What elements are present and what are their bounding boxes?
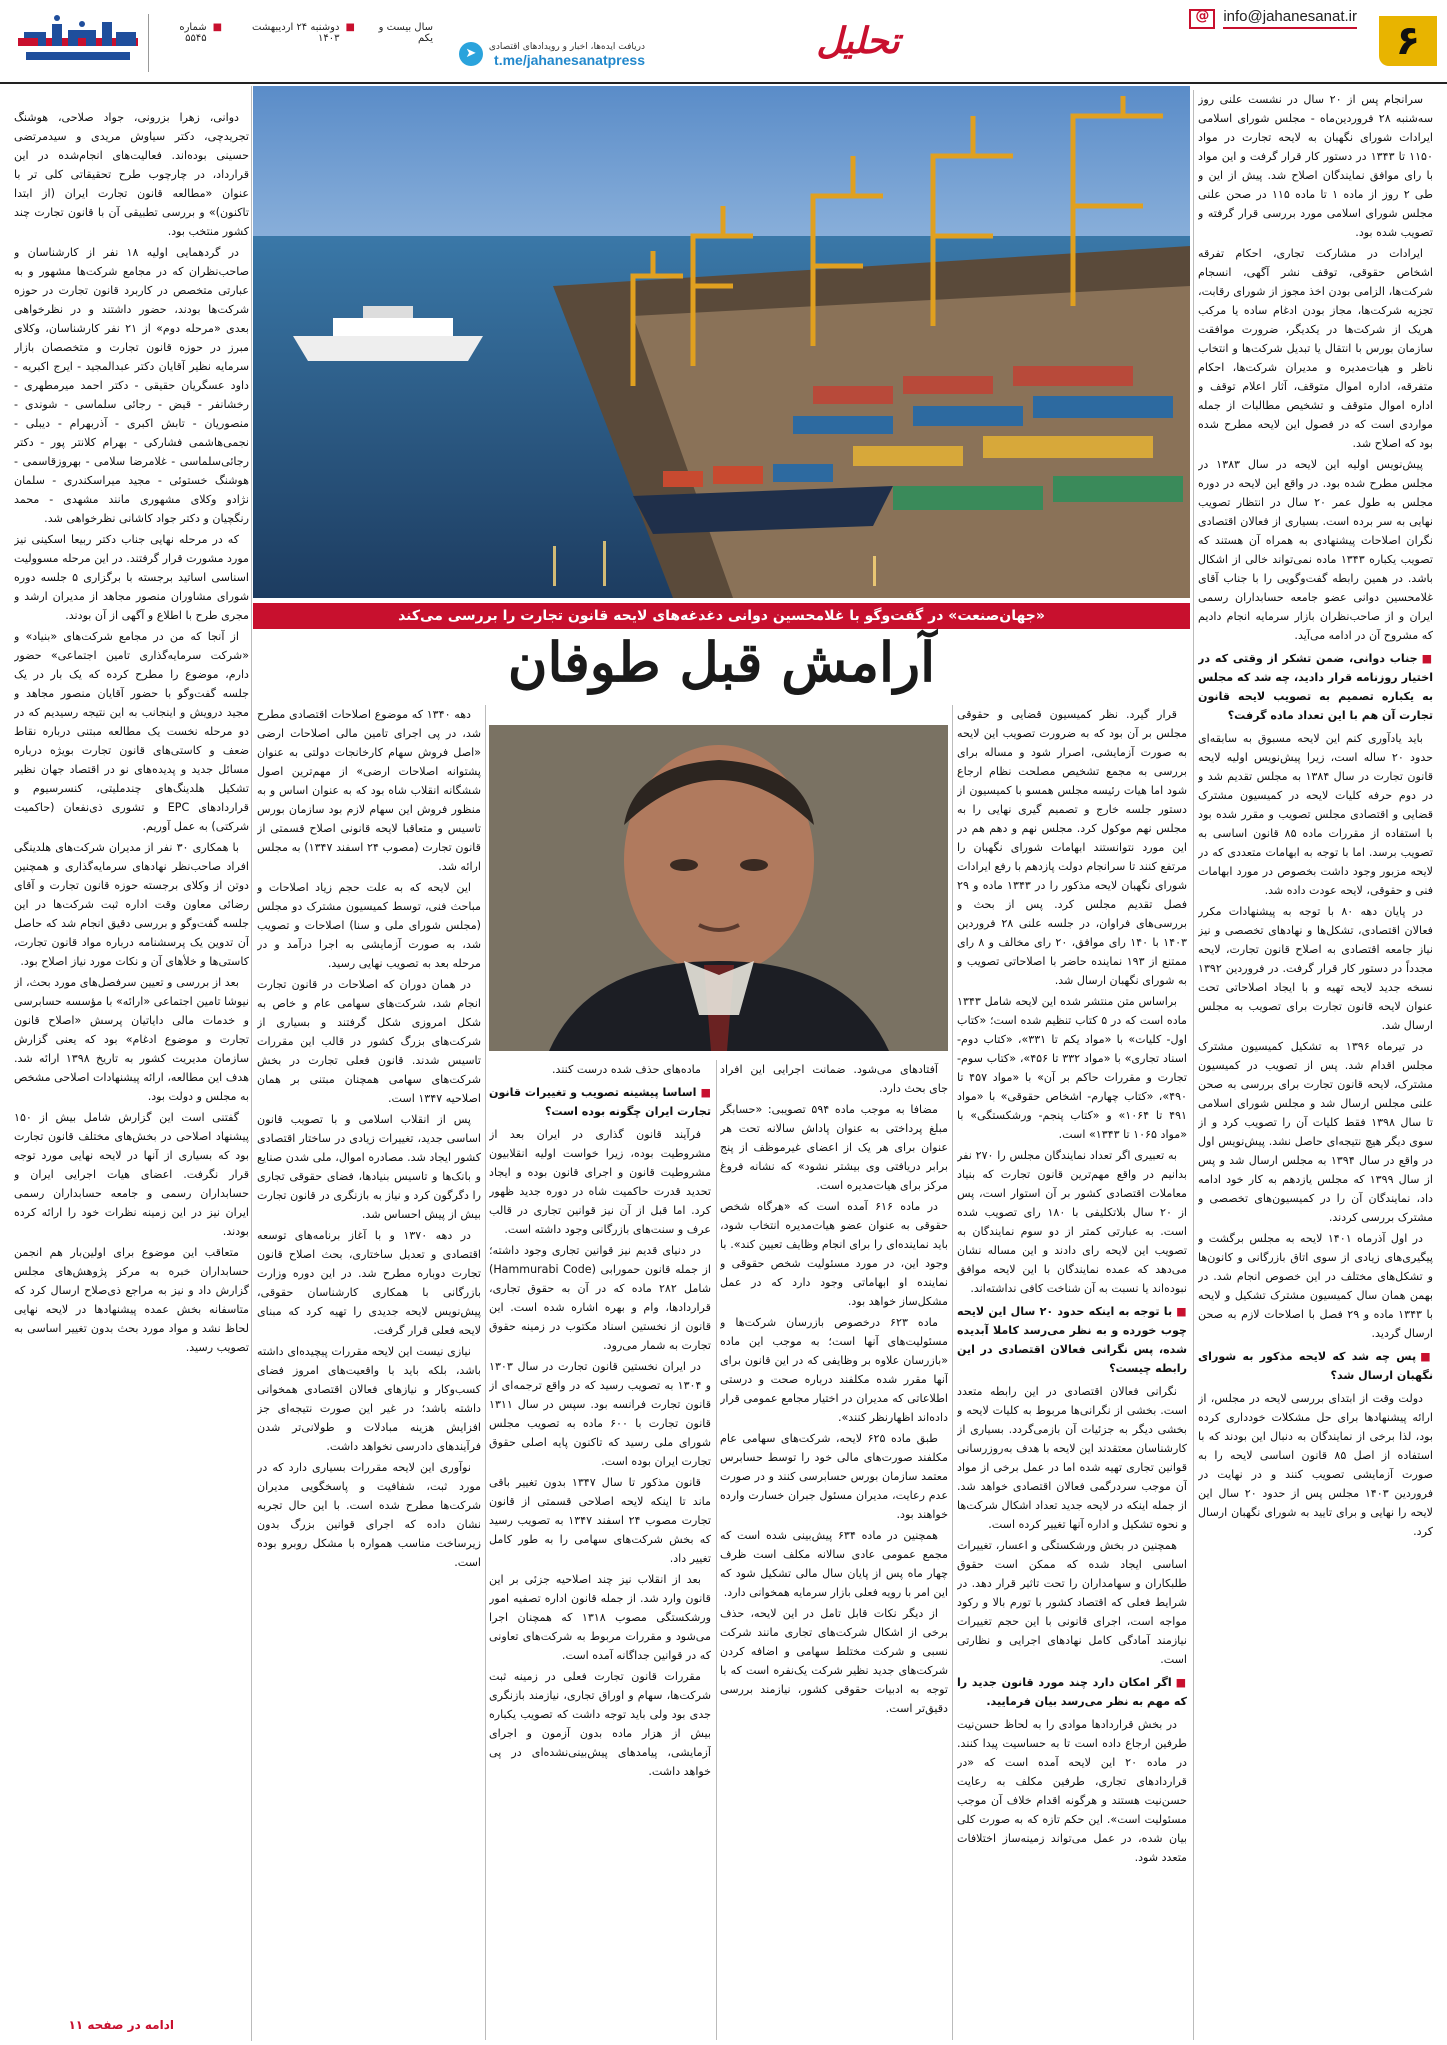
paragraph: با همکاری ۳۰ نفر از مدیران شرکت‌های هلدینگی افراد صاحب‌نظر نهادهای سرمایه‌گذاری و همچنین دوتن از وکلای برجسته حوزه قانون تجارت و آقای رضائی معاون وقت اداره ثبت شرکت‌ها در این جلسه گفت‌وگو و بررسی دقیق انجام شد که حاصل آن تدوین یک پرسشنامه درباره مواد قانون تجارت، کاستی‌ها و خلأهای آن و نکات مورد نیاز اصلاح بود.: [14, 841, 249, 968]
paragraph: فرآیند قانون گذاری در ایران بعد از مشروطیت بوده، زیرا خواست اولیه انقلابیون مشروطیت قانون و اجرای قانون بوده و ایجاد تحدید قدرت حاکمیت شاه در دوره جدید ظهور کرد. اما قبل از آن نیز قوانین تجاری در قالب عرف و سنت‌های بازرگانی وجود داشته است.: [489, 1128, 711, 1236]
dateline: سال بیست و یکم ■ دوشنبه ۲۴ اردیبهشت ۱۴۰۳ ■ شماره ۵۵۴۵: [155, 22, 433, 44]
page-header: [0, 0, 1447, 84]
continued-notice[interactable]: ادامه در صفحه ۱۱: [68, 2018, 174, 2032]
paragraph: در ماده ۶۱۶ آمده است که «هرگاه شخص حقوقی به عنوان عضو هیات‌مدیره انتخاب شود، باید نماینده‌ای را برای انجام وظایف تعیین کند». با وجود این، در مورد مسئولیت شخص حقوقی و نماینده او ابهاماتی وجود دارد که در عمل مشکل‌ساز خواهد بود.: [720, 1200, 948, 1308]
paragraph: متعاقب این موضوع برای اولین‌بار هم انجمن حسابداران خبره به مرکز پژوهش‌های مجلس گزارش داد و نیز به مراجع ذی‌صلاح ارسال کرد که متاسفانه بخش عمده پیشنهادها در لایحه نهایی لحاظ نشد و مواد مورد بحث بدون تغییر اساسی به تصویب رسید.: [14, 1246, 249, 1354]
interview-question: ■با توجه به اینکه حدود ۲۰ سال این لایحه چوب خورده و به نظر می‌رسد کاملا آبدیده شده، پس نگرانی فعالان اقتصادی در این رابطه چیست؟: [957, 1305, 1187, 1375]
paragraph: پیش‌نویس اولیه این لایحه در سال ۱۳۸۳ در مجلس مطرح شده بود. در واقع این لایحه در دوره مجلس به طول عمر ۲۰ سال در انتظار تصویب نهایی به سر برده است. بسیاری از فعالان اقتصادی نگران اصلاحات پیشنهادی به همراه آن هستند که تصویب یکباره ۱۳۴۳ ماده نمی‌تواند خالی از اشکال باشد. در همین رابطه گفت‌وگویی را با جناب آقای غلامحسین دوانی عضو جامعه حسابداران رسمی ایران و از صاحب‌نظران بازار سرمایه انجام دادیم که مشروح آن در ادامه می‌آید.: [1198, 458, 1433, 642]
paragraph: از آنجا که من در مجامع شرکت‌های «بنیاد» و «شرکت سرمایه‌گذاری تامین اجتماعی» حضور دارم، موضوع را مطرح کرده که یک بار در یک جلسه گفت‌وگو با حضور آقایان منصور مجاهد و مجید درویش و اینجانب به این نتیجه رسیدیم که در دو مرحله نخست یک مطالعه مبتنی درباره نقاط ضعف و کاستی‌های قانون تجارت بویژه درباره مسائل جدید و پدیده‌های نو در اقتصاد جهان نظیر تشکیل هلدینگ‌های چندملیتی، کنسرسیوم و قراردادهای EPC و تشوری ذی‌نفعان (حاکمیت شرکتی) به عمل آوریم.: [14, 630, 249, 833]
paragraph: بعد از انقلاب نیز چند اصلاحیه جزئی بر این قانون وارد شد. از جمله قانون اداره تصفیه امور ورشکستگی مصوب ۱۳۱۸ که همچنان اجرا می‌شود و مقررات مربوط به شرکت‌های تعاونی که در قوانین جداگانه آمده است.: [489, 1573, 711, 1662]
column-left: [14, 108, 249, 2003]
paragraph: دوانی، زهرا بزرونی، جواد صلاحی، هوشنگ تجریدچی، دکتر سیاوش مریدی و سیدمرتضی حسینی بوده‌اند. فعالیت‌های انجام‌شده در این قرارداد، در چارچوب طرح تحقیقاتی کلی تر با عنوان «مطالعه قانون تجارت ایران (از ابتدا تاکنون)» و بررسی تطبیقی آن با قانون تجارت چند کشور منتخب بود.: [14, 111, 249, 238]
paragraph: سرانجام پس از ۲۰ سال در نشست علنی روز سه‌شنبه ۲۸ فروردین‌ماه - مجلس شورای اسلامی ایرادات شورای نگهبان به لایحه تجارت در مواد ۱۱۵۰ تا ۱۳۴۳ در دستور کار قرار گرفت و این مواد با رای موافق نمایندگان اصلاح شد. پیش از این و طی ۲ روز از ماده ۱ تا ماده ۱۱۵ در صحن علنی مجلس شورای اسلامی مورد بررسی قرار گرفته و تصویب شده بود.: [1198, 93, 1433, 239]
email-icon: [1189, 9, 1215, 29]
question-text: اساسا پیشینه تصویب و تغییرات قانون تجارت ایران چگونه بوده است؟: [489, 1086, 711, 1118]
paragraph: از دیگر نکات قابل تامل در این لایحه، حذف برخی از اشکال شرکت‌های تجاری مانند شرکت نسبی و شرکت مختلط سهامی و اضافه کردن شرکت‌های جدید نظیر شرکت یک‌نفره است که با توجه به ادبیات حقوقی کشور، نیازمند بررسی دقیق‌تر است.: [720, 1607, 948, 1715]
column-middle-3: [489, 1060, 711, 2040]
paragraph: در تیرماه ۱۳۹۶ به تشکیل کمیسیون مشترک مجلس اقدام شد. پس از تصویب در کمیسیون مشترک، لایحه قانون تجارت برای بررسی به صحن علنی مجلس ارسال شد و مجلس شورای اسلامی تا سال ۱۳۹۸ فقط کلیات آن را تصویب کرد و از سوی دیگر هیچ نتیجه‌ای حاصل نشد. پیش‌نویس اول در واقع در سال ۱۳۹۴ به مجلس ارسال شد و پس از سال ۱۳۹۹ که مجلس یازدهم به کار خود ادامه داد، نمایندگان آن را در کمیسیون‌های تخصصی و مشترک بررسی کردند.: [1198, 1040, 1433, 1224]
port-cranes-photo: [253, 86, 1190, 598]
paragraph: همچنین در ماده ۶۳۴ پیش‌بینی شده است که مجمع عمومی عادی سالانه مکلف است ظرف چهار ماه پس از پایان سال مالی تشکیل شود که این امر با رویه فعلی بازار سرمایه همخوانی دارد.: [720, 1529, 948, 1599]
column-right: [1198, 90, 1433, 2040]
paragraph: به تعبیری اگر تعداد نمایندگان مجلس را ۲۷۰ نفر بدانیم در واقع مهم‌ترین قانون تجارت که بنیاد معاملات اقتصادی کشور بر آن استوار است، پس از ۲۰ سال بلاتکلیفی با ۱۸۰ رای تصویب شده است. به عبارتی کمتر از دو سوم نمایندگان به تصویب این لایحه رای دادند و این مساله نشان می‌دهد که عمده نمایندگان با این لایحه موافق نبوده‌اند یا نسبت به آن شناخت کافی نداشته‌اند.: [957, 1149, 1187, 1295]
question-text: جناب دوانی، ضمن تشکر از وقتی که در اختیار روزنامه قرار دادید، چه شد که مجلس به یکباره تصمیم به تصویب لایحه قانون تجارت آن هم با این تعداد ماده گرفت؟: [1198, 652, 1433, 722]
section-title: تحلیل: [816, 20, 900, 62]
question-text: پس چه شد که لایحه مذکور به شورای نگهبان ارسال شد؟: [1198, 1350, 1433, 1382]
paragraph: ایرادات در مشارکت تجاری، احکام تفرقه اشخاص حقوقی، توقف نشر آگهی، انسجام شرکت‌ها، الزامی بودن اخذ مجوز از شورای رقابت، تجزیه شرکت‌ها، مجاز بودن ادغام ساده یا مرکب هریک از شرکت‌ها در یکدیگر، ضرورت موافقت سازمان بورس با انتقال یا تبدیل شرکت‌ها و انتخاب ناظر و هیات‌مدیره و مدیران شرکت‌ها، احکام متفرقه، اداره اموال متوقف، آثار اعلام توقف و اداره اموال متوقف و تشخیص مطالبات از جمله مواردی است که در فصول این لایحه مطرح شده بود که اصلاح شد.: [1198, 247, 1433, 450]
paragraph: قانون مذکور تا سال ۱۳۴۷ بدون تغییر باقی ماند تا اینکه لایحه اصلاحی قسمتی از قانون تجارت مصوب ۲۴ اسفند ۱۳۴۷ به تصویب رسید که بخش شرکت‌های سهامی را به طور کامل تغییر داد.: [489, 1476, 711, 1565]
issue-number: شماره ۵۵۴۵: [179, 22, 207, 44]
paragraph: گفتنی است این گزارش شامل بیش از ۱۵۰ پیشنهاد اصلاحی در بخش‌های مختلف قانون تجارت بود که بسیاری از آنها در لایحه نهایی مورد توجه قرار نگرفت. اعضای هیات اجرایی ایران و حسابداران رسمی و جامعه حسابداران رسمی ایران نیز در این زمینه نظرات خود را ارائه کرده بودند.: [14, 1111, 249, 1238]
paragraph: در همان دوران که اصلاحات در قانون تجارت انجام شد، شرکت‌های سهامی عام و خاص به شکل امروزی شکل گرفتند و بسیاری از شرکت‌های بزرگ کشور در قالب این مقررات تاسیس شدند. قانون فعلی تجارت در بخش شرکت‌های سهامی همچنان مبتنی بر همان اصلاحیه ۱۳۴۷ است.: [257, 978, 481, 1105]
paragraph: در ایران نخستین قانون تجارت در سال ۱۳۰۳ و ۱۳۰۴ به تصویب رسید که در واقع ترجمه‌ای از قانون تجارت فرانسه بود. سپس در سال ۱۳۱۱ قانون تجارت با ۶۰۰ ماده به تصویب مجلس شورای ملی رسید که تاکنون پایه اصلی حقوق تجارت ایران بوده است.: [489, 1360, 711, 1468]
column-middle-2: [720, 1060, 948, 2040]
article-headline: آرامش قبل طوفان: [507, 630, 936, 694]
paragraph: در گردهمایی اولیه ۱۸ نفر از کارشناسان و صاحب‌نظران که در مجامع شرکت‌ها مشهور و به عبارتی متخصص در کاربرد قانون تجارت در حوزه شرکت‌ها بودند، حضور داشتند و در نظرخواهی بعدی «مرحله دوم» از ۲۱ نفر کارشناسان، وکلای مبرز در حوزه قانون تجارت و متخصصان بازار سرمایه نظیر آقایان دکتر عبدالمجید - ایرج اکبریه - داود عسگریان حقیقی - دکتر احمد میرمطهری - رخشانفر - قیض - رجائی سلماسی - شوندی - منصوریان - تابش اکبری - آذربهرام - دیبلی - نجمی‌هاشمی فشارکی - بهرام کلانتر پور - دکتر رجائی‌سلماسی - غلامرضا سلامی - بهروزقاسمی - هوشنگ خستوئی - مجید میراسکندری - سلمان نژادو وکلای مشهوری مانند مشهدی - محمد رنگچیان و دکتر جواد کاشانی نظرخواهی شد.: [14, 246, 249, 525]
volume-year: سال بیست و یکم: [378, 22, 433, 44]
telegram-promo[interactable]: [435, 42, 645, 68]
paragraph: دهه ۱۳۴۰ که موضوع اصلاحات اقتصادی مطرح شد، در پی اجرای تامین مالی اصلاحات ارضی «اصل فروش سهام کارخانجات دولتی به عنوان پشتوانه اصلاحات ارضی» از مهم‌ترین اصول ششگانه انقلاب شاه بود که به عنوان اساس و به منظور فروش این سهام لازم بود سازمان بورس تاسیس و متعاقبا لایحه قانونی اصلاح قسمتی از قانون تجارت (مصوب ۲۴ اسفند ۱۳۴۷) به مجلس ارائه شد.: [257, 708, 481, 873]
issue-date: دوشنبه ۲۴ اردیبهشت ۱۴۰۳: [252, 22, 340, 44]
paragraph: نیازی نیست این لایحه مقررات پیچیده‌ای داشته باشد، بلکه باید با واقعیت‌های امروز فضای کسب‌وکار و نیازهای فعالان اقتصادی همخوانی داشته باشد؛ در غیر این صورت نتیجه‌ای جز افزایش هزینه مبادلات و طولانی‌تر شدن فرآیندهای دادرسی نخواهد داشت.: [257, 1345, 481, 1453]
paragraph: همچنین در بخش ورشکستگی و اعسار، تغییرات اساسی ایجاد شده که ممکن است حقوق طلبکاران و سهامداران را تحت تاثیر قرار دهد. در شرایط فعلی که اقتصاد کشور با تورم بالا و رکود مواجه است، اجرای قانونی با این حجم تغییرات نیازمند آمادگی کامل نهادهای اجرایی و نظارتی است.: [957, 1539, 1187, 1666]
paragraph: بعد از بررسی و تعیین سرفصل‌های مورد بحث، از نیوشا تامین اجتماعی «ارائه» با مؤسسه حسابرسی و خدمات مالی دایاتیان پرسش «اصلاح قانون تجارت و موضوع ادغام» بود که یعنی گزارش سازمان مدیریت کشور به تاریخ ۱۳۹۸ ارائه شد. هدف این مطالعه، ارائه پیشنهادات اصلاحی مشخص به مجلس و دولت بود.: [14, 976, 249, 1103]
column-middle-1: [957, 705, 1187, 2040]
newspaper-logo: [16, 12, 140, 70]
page-number: ۶: [1379, 16, 1437, 66]
paragraph: در بخش قراردادها موادی را به لحاظ حسن‌نیت طرفین ارجاع داده است تا به حساسیت پیدا کنند. در ماده ۲۰ این لایحه آمده است که «در قراردادهای تجاری، طرفین مکلف به رعایت حسن‌نیت هستند و هرگونه اقدام خلاف آن موجب مسئولیت است». این حکم تازه که به صورت کلی بیان شده، در عمل می‌تواند زمینه‌ساز اختلافات متعدد شود.: [957, 1718, 1187, 1864]
paragraph: باید یادآوری کنم این لایحه مسبوق به سابقه‌ای حدود ۲۰ ساله است، زیرا پیش‌نویس اولیه لایحه قانون تجارت در سال ۱۳۸۴ به مجلس تقدیم شد و در دوم حرفه کلیات لایحه در کمیسیون مشترک قضایی و اقتصادی مجلس تصویب و مقرر شده بود با استفاده از مقررات ماده ۸۵ قانون اساسی به تصویب برسد. اما با توجه به ابهامات متعددی که در لایحه مزبور وجود داشت بخصوص در مورد ابهامات فنی و حقوقی، لایحه عودت داده شد.: [1198, 732, 1433, 897]
paragraph: آفتادهای می‌شود. ضمانت اجرایی این افراد جای بحث دارد.: [720, 1063, 948, 1095]
paragraph: دولت وقت از ابتدای بررسی لایحه در مجلس، از ارائه پیشنهادها برای حل مشکلات خودداری کرده بود، لذا برخی از نمایندگان به دنبال این بودند که با استفاده از اصل ۸۵ قانون اساسی لایحه را به صورت آزمایشی تصویب کنند و در نهایت در فروردین ۱۴۰۳ مجلس پس از حدود ۲۰ سال این لایحه را نهایی و برای تایید به شورای نگهبان ارسال کرد.: [1198, 1392, 1433, 1538]
interview-question: ■اساسا پیشینه تصویب و تغییرات قانون تجارت ایران چگونه بوده است؟: [489, 1086, 711, 1118]
paragraph: قرار گیرد. نظر کمیسیون قضایی و حقوقی مجلس بر آن بود که به ضرورت تصویب این لایحه به صورت آزمایشی، اصرار شود و مساله برای بررسی به مجمع تشخیص مصلحت نظام ارجاع شود اما هیات رئیسه مجلس همسو با کمیسیون از دستور جلسه خارج و تصمیم گیری نهایی را به مجلس نهم موکول کرد. مجلس نهم و دهم هم در این مورد نتوانستند ابهامات شورای نگهبان را مرتفع کنند تا سرانجام دولت پازدهم با رفع ایرادات شورای نگهبان لایحه مذکور را در ۱۳۴۳ ماده و ۲۹ فصل تقدیم مجلس کرد. پس از بحث و بررسی‌های فراوان، در جلسه علنی ۲۸ فروردین ۱۴۰۳ با ۱۴۰ رای موافق، ۲۰ رای مخالف و ۸ رای ممتنع از ۱۹۳ نماینده حاضر با اصلاحاتی تصویب و به شورای نگهبان ارسال شد.: [957, 708, 1187, 987]
paragraph: نوآوری این لایحه مقررات بسیاری دارد که در مورد ثبت، شفافیت و پاسخگویی مدیران شرکت‌ها مطرح شده است. با این حال تجربه نشان داده که اجرای قوانین بزرگ بدون زیرساخت مناسب همواره با مشکل روبرو بوده است.: [257, 1461, 481, 1569]
interviewee-portrait: [489, 725, 948, 1051]
interview-question: ■اگر امکان دارد چند مورد قانون جدید را که مهم به نظر می‌رسد بیان فرمایید.: [957, 1676, 1187, 1708]
question-text: با توجه به اینکه حدود ۲۰ سال این لایحه چوب خورده و به نظر می‌رسد کاملا آبدیده شده، پس نگرانی فعالان اقتصادی در این رابطه چیست؟: [957, 1305, 1187, 1375]
paragraph: ماده‌های حذف شده درست کنند.: [551, 1063, 701, 1076]
telegram-link[interactable]: t.me/jahanesanatpress: [494, 52, 645, 68]
email-contact[interactable]: [1189, 8, 1357, 29]
paragraph: در دهه ۱۳۷۰ و با آغاز برنامه‌های توسعه اقتصادی و تعدیل ساختاری، بحث اصلاح قانون تجارت دوباره مطرح شد. در این دوره وزارت بازرگانی با همکاری کارشناسان حقوقی، پیش‌نویس لایحه جدیدی را تهیه کرد که مبنای لایحه فعلی قرار گرفت.: [257, 1229, 481, 1337]
question-text: اگر امکان دارد چند مورد قانون جدید را که مهم به نظر می‌رسد بیان فرمایید.: [957, 1676, 1187, 1708]
paragraph: در پایان دهه ۸۰ با توجه به پیشنهادات مکرر فعالان اقتصادی، تشکل‌ها و نهادهای تخصصی و نیز نیاز جامعه اقتصادی به اصلاح قانون تجارت، لایحه مجدداً در دستور کار قرار گرفت. در فروردین ۱۳۹۲ نسخه جدید لایحه تهیه و با ایجاد اصلاحاتی تحت عنوان لایحه قانون تجارت برای تصویب به مجلس ارسال شد.: [1198, 905, 1433, 1032]
article-strap: «جهان‌صنعت» در گفت‌وگو با غلامحسین دوانی دغدغه‌های لایحه قانون تجارت را بررسی می‌کند: [253, 603, 1190, 629]
paragraph: طبق ماده ۶۲۵ لایحه، شرکت‌های سهامی عام مکلفند صورت‌های مالی خود را توسط حسابرس معتمد سازمان بورس حسابرسی کنند و در صورت عدم رعایت، مدیران مسئول جبران خسارت وارده خواهند بود.: [720, 1432, 948, 1521]
paragraph: پس از انقلاب اسلامی و با تصویب قانون اساسی جدید، تغییرات زیادی در ساختار اقتصادی کشور ایجاد شد. مصادره اموال، ملی شدن صنایع و بانک‌ها و تاسیس بنیادها، فضای حقوقی تجاری را دگرگون کرد و نیاز به بازنگری در قانون تجارت بیش از پیش احساس شد.: [257, 1113, 481, 1221]
telegram-caption: دریافت ایده‌ها، اخبار و رویدادهای اقتصادی: [488, 42, 645, 52]
interview-question: ■جناب دوانی، ضمن تشکر از وقتی که در اختیار روزنامه قرار دادید، چه شد که مجلس به یکباره تصمیم به تصویب لایحه قانون تجارت آن هم با این تعداد ماده گرفت؟: [1198, 652, 1433, 722]
paragraph: این لایحه که به علت حجم زیاد اصلاحات و مباحث فنی، توسط کمیسیون مشترک دو مجلس (مجلس شورای ملی و سنا) اصلاحات و تصویب شد، به صورت آزمایشی به اجرا درآمد و در مرحله بعد به تصویب نهایی رسید.: [257, 881, 481, 970]
interview-question: ■پس چه شد که لایحه مذکور به شورای نگهبان ارسال شد؟: [1198, 1350, 1433, 1382]
column-middle-4: [257, 705, 481, 2040]
email-address[interactable]: info@jahanesanat.ir: [1223, 8, 1357, 29]
paragraph: مضافا به موجب ماده ۵۹۴ تصویبی: «حسابگر مبلغ پرداختی به عنوان پاداش سالانه تحت هر عنوان برای هر یک از اعضای غیرموظف از پنج برابر دریافتی وی بیشتر نشود» که نشانه فروغ مرکز برای هیات‌مدیره است.: [720, 1103, 948, 1192]
telegram-icon: ➤: [459, 42, 483, 66]
paragraph: براساس متن منتشر شده این لایحه شامل ۱۳۴۳ ماده است که در ۵ کتاب تنظیم شده است؛ «کتاب اول- کلیات» با «مواد یکم تا ۳۳۱»، «کتاب دوم- اسناد تجاری» با «مواد ۳۳۲ تا ۴۵۶»، «کتاب سوم- تجارت و مقررات حاکم بر آن» با «مواد ۴۵۷ تا ۴۹۰»، «کتاب چهارم- اشخاص حقوقی» با «مواد ۴۹۱ تا ۱۰۶۴» و «کتاب پنجم- ورشکستگی» با «مواد ۱۰۶۵ تا ۱۳۴۳» است.: [957, 995, 1187, 1141]
paragraph: مقررات قانون تجارت فعلی در زمینه ثبت شرکت‌ها، سهام و اوراق تجاری، نیازمند بازنگری جدی بود ولی باید توجه داشت که تصویب یکباره بیش از هزار ماده بدون آزمون و اجرای آزمایشی، پیامدهای پیش‌بینی‌نشده‌ای در پی خواهد داشت.: [489, 1670, 711, 1778]
paragraph: در دنیای قدیم نیز قوانین تجاری وجود داشته؛ از جمله قانون حمورابی (Hammurabi Code) شامل ۲۸۲ ماده که در آن به حقوق تجاری، قراردادها، وام و بهره اشاره شده است. این قانون از نخستین اسناد مکتوب در زمینه حقوق تجارت به شمار می‌رود.: [489, 1244, 711, 1352]
paragraph: نگرانی فعالان اقتصادی در این رابطه متعدد است. بخشی از نگرانی‌ها مربوط به کلیات لایحه و بخشی دیگر به جزئیات آن بازمی‌گردد. بسیاری از کارشناسان معتقدند این لایحه با هدف به‌روزرسانی قوانین تجاری تهیه شده اما در عمل برخی از مواد آن موجب سردرگمی فعالان اقتصادی خواهد شد. از جمله اینکه در لایحه جدید تعداد اشکال شرکت‌ها و نحوه تشکیل و اداره آنها تغییر کرده است.: [957, 1385, 1187, 1531]
paragraph: ماده ۶۲۳ درخصوص بازرسان شرکت‌ها و مسئولیت‌های آنها است؛ به موجب این ماده «بازرسان علاوه بر وظایفی که در این قانون برای آنها مقرر شده مکلفند درباره صحت و درستی اطلاعاتی که مدیران در اختیار مجامع عمومی قرار داده‌اند اظهارنظر کنند».: [720, 1316, 948, 1424]
paragraph: در اول آذرماه ۱۴۰۱ لایحه به مجلس برگشت و پیگیری‌های زیادی از سوی اتاق بازرگانی و کانون‌ها و تشکل‌های مختلف در این خصوص انجام شد. در بهمن همان سال کمیسیون مشترک تشکیل و لایحه با ۱۳۴۳ ماده و ۲۹ فصل با اصلاحات لازم به صحن ارسال گردید.: [1198, 1232, 1433, 1340]
paragraph: که در مرحله نهایی جناب دکتر ربیعا اسکینی نیز مورد مشورت قرار گرفتند. در این مرحله مسوولیت اسناسی اساتید برجسته با برگزاری ۵ جلسه دوره شورای مشاوران منصور مجاهد از مدیران ارشد و مجری طرح با اطلاع و آگهی از آن بودند.: [14, 533, 249, 622]
